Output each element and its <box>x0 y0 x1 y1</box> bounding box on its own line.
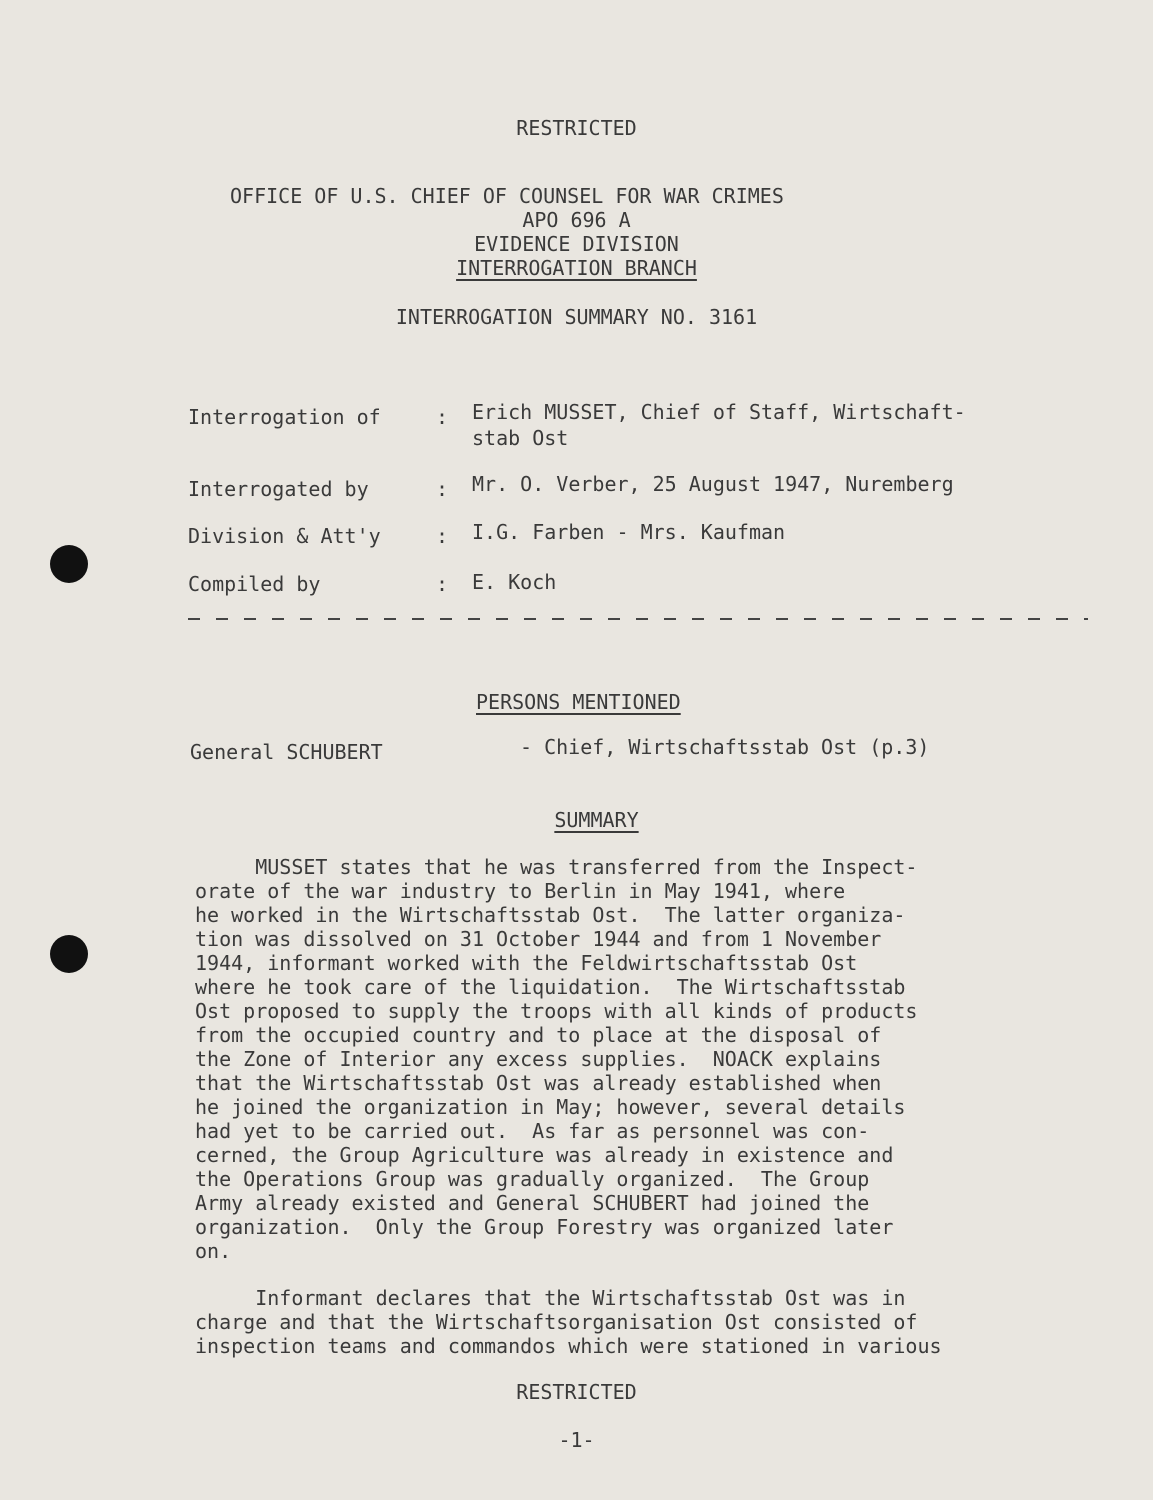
field-label: Interrogated by <box>188 477 369 501</box>
text-line: he worked in the Wirtschaftsstab Ost. The latter organiza- <box>195 903 906 927</box>
field-label: Compiled by <box>188 572 321 596</box>
field-colon: : <box>436 572 449 596</box>
text-line: had yet to be carried out. As far as personnel was con- <box>195 1119 870 1143</box>
text-line: 1944, informant worked with the Feldwirtschaftsstab Ost <box>195 951 858 975</box>
text-line: orate of the war industry to Berlin in May 1941, where <box>195 879 846 903</box>
text-line: from the occupied country and to place at the disposal of <box>195 1023 882 1047</box>
field-value: Erich MUSSET, Chief of Staff, Wirtschaft- <box>472 400 966 424</box>
punch-hole <box>50 545 88 583</box>
punch-hole <box>50 935 88 973</box>
division-line: EVIDENCE DIVISION <box>474 232 679 256</box>
field-label: Division & Att'y <box>188 524 381 548</box>
text-line: cerned, the Group Agriculture was already in existence and <box>195 1143 894 1167</box>
summary-paragraph-2 <box>195 1286 1075 1358</box>
text-line: organization. Only the Group Forestry was organized later <box>195 1215 894 1239</box>
text-line: inspection teams and commandos which were stationed in various <box>195 1334 942 1358</box>
branch-line: INTERROGATION BRANCH <box>456 256 697 280</box>
field-value: E. Koch <box>472 570 557 594</box>
text-line: Army already existed and General SCHUBERT had joined the <box>195 1191 870 1215</box>
separator-line <box>188 618 1088 620</box>
classification-top: RESTRICTED <box>516 116 637 140</box>
text-line: charge and that the Wirtschaftsorganisation Ost consisted of <box>195 1310 918 1334</box>
persons-heading: PERSONS MENTIONED <box>476 690 681 714</box>
field-colon: : <box>436 477 449 501</box>
text-line: the Zone of Interior any excess supplies. NOACK explains <box>195 1047 882 1071</box>
apo-line: APO 696 A <box>522 208 631 232</box>
field-colon: : <box>436 524 449 548</box>
field-colon: : <box>436 405 449 429</box>
office-line: OFFICE OF U.S. CHIEF OF COUNSEL FOR WAR CRIMES <box>230 184 784 208</box>
person-desc: - Chief, Wirtschaftsstab Ost (p.3) <box>520 735 930 759</box>
field-value: Mr. O. Verber, 25 August 1947, Nuremberg <box>472 472 954 496</box>
text-line: tion was dissolved on 31 October 1944 and from 1 November <box>195 927 882 951</box>
summary-heading: SUMMARY <box>554 808 639 832</box>
text-line: that the Wirtschaftsstab Ost was already established when <box>195 1071 882 1095</box>
text-line: MUSSET states that he was transferred from the Inspect- <box>195 855 918 879</box>
field-value: stab Ost <box>472 426 569 450</box>
field-value: I.G. Farben - Mrs. Kaufman <box>472 520 786 544</box>
person-name: General SCHUBERT <box>190 740 383 764</box>
summary-title: INTERROGATION SUMMARY NO. 3161 <box>395 305 758 329</box>
classification-bottom: RESTRICTED <box>516 1380 637 1404</box>
text-line: Ost proposed to supply the troops with all kinds of products <box>195 999 918 1023</box>
page-number: -1- <box>558 1428 595 1452</box>
text-line: Informant declares that the Wirtschaftsstab Ost was in <box>195 1286 906 1310</box>
text-line: where he took care of the liquidation. The Wirtschaftsstab <box>195 975 906 999</box>
summary-paragraph-1 <box>195 855 1075 1263</box>
text-line: he joined the organization in May; however, several details <box>195 1095 906 1119</box>
field-label: Interrogation of <box>188 405 381 429</box>
text-line: on. <box>195 1239 232 1263</box>
text-line: the Operations Group was gradually organized. The Group <box>195 1167 870 1191</box>
